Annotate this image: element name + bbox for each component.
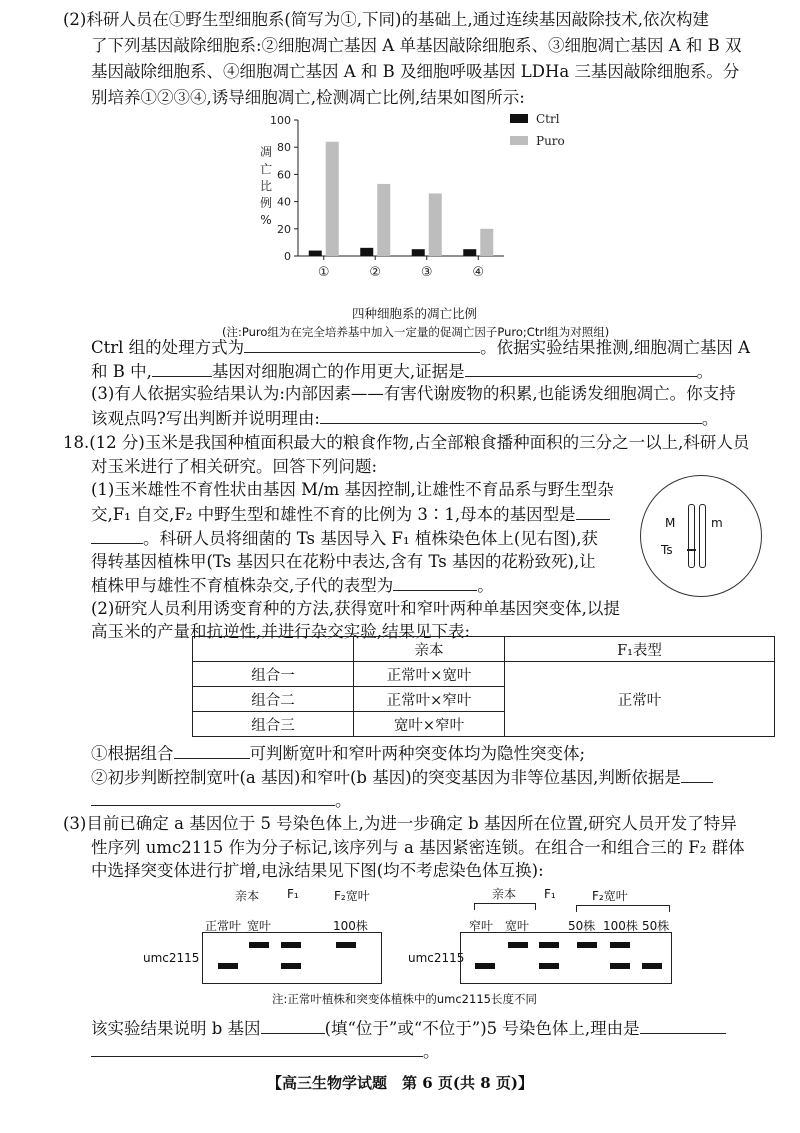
y-axis-label-char: 亡 <box>259 162 273 176</box>
gel-note: 注:正常叶植株和突变体植株中的umc2115长度不同 <box>272 992 537 1006</box>
answer-blank[interactable] <box>152 361 212 377</box>
chart-title: 四种细胞系的凋亡比例 <box>352 306 478 321</box>
gel-right-parent-label: 亲本 <box>492 887 517 901</box>
gel-right-lane1: 窄叶 <box>469 919 494 933</box>
gel-left-box <box>202 932 382 984</box>
bar-puro <box>326 142 339 256</box>
gel-left-parent-label: 亲本 <box>235 889 260 903</box>
q17-p3-end: 。 <box>701 409 719 428</box>
q17-gene-line <box>91 361 713 382</box>
y-axis-label-char: 例 <box>259 196 273 210</box>
q18-p3-line2: 性序列 umc2115 作为分子标记,该序列与 a 基因紧密连锁。在组合一和组合三的 F₂ 群体 <box>91 838 745 857</box>
y-tick-label: 0 <box>284 250 291 263</box>
y-tick-label: 20 <box>277 222 291 236</box>
answer-blank[interactable] <box>320 408 702 424</box>
gel-left-f1-label: F₁ <box>287 887 299 901</box>
q18-p1-text-2: 。科研人员将细菌的 Ts 基因导入 F₁ 植株染色体上(见右图),获 <box>143 529 598 548</box>
table-row <box>193 662 775 687</box>
q18-p1-line4: 得转基因植株甲(Ts 基因只在花粉中表达,含有 Ts 基因的花粉致死),让 <box>91 552 596 571</box>
q17-p2-line3: 基因敲除细胞系、④细胞凋亡基因 A 和 B 及细胞呼吸基因 LDHa 三基因敲除细胞系。分 <box>91 62 740 81</box>
q18-p1-text: 交,F₁ 自交,F₂ 中野生型和雄性不育的比例为 3∶1,母本的基因型是 <box>91 505 576 524</box>
q17-gene-end: 。 <box>696 362 714 381</box>
answer-blank[interactable] <box>174 743 250 759</box>
table-header-row <box>193 637 775 662</box>
bar-ctrl <box>360 248 373 256</box>
q18-p1-line2 <box>91 504 610 525</box>
cross-table <box>192 636 775 737</box>
q18-p2-q2 <box>91 767 713 788</box>
band <box>281 963 301 969</box>
q18-p2-line1: (2)研究人员利用诱变育种的方法,获得宽叶和窄叶两种单基因突变体,以提 <box>91 599 620 618</box>
band <box>281 942 301 948</box>
q18-intro-line1: 18.(12 分)玉米是我国种植面积最大的粮食作物,占全部粮食播种面积的三分之一以上,科研人员 <box>63 433 750 452</box>
q18-p3-question-cont <box>91 1041 440 1062</box>
band <box>642 963 662 969</box>
q18-p2-q1 <box>91 743 585 764</box>
legend-swatch-puro <box>510 136 528 145</box>
gene-ts-mark <box>687 549 696 551</box>
q18-p1-end: 。 <box>477 576 494 595</box>
answer-blank[interactable] <box>640 1018 726 1034</box>
gel-left-lane1: 正常叶 <box>205 919 242 933</box>
chromosome-right <box>699 504 706 568</box>
gel-right-parent-bracket <box>474 903 536 910</box>
apoptosis-bar-chart <box>240 108 600 308</box>
q17-p3-line2 <box>91 408 718 429</box>
q17-ctrl-text-2: 。依据实验结果推测,细胞凋亡基因 A <box>480 338 751 357</box>
table-header: 亲本 <box>354 637 505 662</box>
legend-swatch-ctrl <box>510 114 528 123</box>
table-cell: 宽叶×窄叶 <box>354 712 505 737</box>
y-tick-label: 100 <box>270 114 291 127</box>
y-tick-label: 40 <box>277 195 291 209</box>
table-cell: 组合二 <box>193 687 354 712</box>
table-cell-f1: 正常叶 <box>505 662 775 737</box>
gel-right-row-label: umc2115 <box>408 951 465 965</box>
q18-p3-line3: 中选择突变体进行扩增,电泳结果见下图(均不考虑染色体互换): <box>91 861 544 880</box>
q17-p3-text: 该观点吗?写出判断并说明理由: <box>91 409 320 428</box>
bar-ctrl <box>463 249 476 256</box>
q18-p3-line1: (3)目前已确定 a 基因位于 5 号染色体上,为进一步确定 b 基因所在位置,研究人员开发了特异 <box>63 814 737 833</box>
table-cell: 组合三 <box>193 712 354 737</box>
band <box>336 942 356 948</box>
bar-ctrl <box>309 251 322 256</box>
q18-p3-question <box>91 1018 726 1039</box>
q18-p1-line5 <box>91 575 494 596</box>
table-cell: 正常叶×窄叶 <box>354 687 505 712</box>
band <box>577 942 597 948</box>
q18-p1-line1: (1)玉米雄性不育性状由基因 M/m 基因控制,让雄性不育品系与野生型杂 <box>91 480 614 499</box>
x-tick-label: ① <box>317 265 330 280</box>
band <box>218 963 238 969</box>
x-tick-label: ④ <box>472 265 485 280</box>
chromosome-figure <box>640 475 762 597</box>
gel-right-box <box>460 932 672 984</box>
gel-right-lane5: 100株 <box>603 919 638 933</box>
band <box>508 942 528 948</box>
answer-blank[interactable] <box>91 790 335 806</box>
band <box>539 963 559 969</box>
q17-p3-line1: (3)有人依据实验结果认为:内部因素——有害代谢废物的积累,也能诱发细胞凋亡。你支持 <box>91 384 736 403</box>
q17-p2-line1: (2)科研人员在①野生型细胞系(简写为①,下同)的基础上,通过连续基因敲除技术,依次构建 <box>63 10 709 29</box>
answer-blank[interactable] <box>465 361 697 377</box>
q18-p3-q-text: 该实验结果说明 b 基因 <box>91 1019 261 1038</box>
bar-puro <box>480 229 493 256</box>
q17-ctrl-text: Ctrl 组的处理方式为 <box>91 338 245 357</box>
gel-left-row-label: umc2115 <box>143 951 200 965</box>
bar-puro <box>377 184 390 256</box>
band <box>475 963 495 969</box>
band <box>610 963 630 969</box>
q18-p1-text-3: 植株甲与雄性不育植株杂交,子代的表型为 <box>91 576 394 595</box>
y-tick-label: 80 <box>277 141 291 155</box>
x-tick-label: ② <box>369 265 382 280</box>
answer-blank[interactable] <box>91 1041 423 1057</box>
q18-p2-q1-text: ①根据组合 <box>91 744 174 763</box>
gel-right-lane6: 50株 <box>642 919 670 933</box>
y-axis-label-char: 凋 <box>259 145 273 159</box>
gel-left-f2-label: F₂宽叶 <box>334 889 370 903</box>
q17-gene-text: 和 B 中, <box>91 362 152 381</box>
q18-p2-q2-cont <box>91 790 352 811</box>
answer-blank[interactable] <box>393 575 477 591</box>
q18-p3-q-end: 。 <box>423 1042 440 1061</box>
band <box>539 942 559 948</box>
q18-intro-line2: 对玉米进行了相关研究。回答下列问题: <box>91 457 378 476</box>
gene-label-ts: Ts <box>661 543 673 557</box>
gel-left-lane2: 宽叶 <box>247 919 272 933</box>
gel-right-f2-label: F₂宽叶 <box>592 889 628 903</box>
table-header: F₁表型 <box>505 637 775 662</box>
chart-note: (注:Puro组为在完全培养基中加入一定量的促凋亡因子Puro;Ctrl组为对照组) <box>222 325 610 339</box>
q18-p2-line2: 高玉米的产量和抗逆性,并进行杂交实验,结果见下表: <box>91 622 471 641</box>
y-axis-label-char: % <box>260 213 272 227</box>
q17-p2-line2: 了下列基因敲除细胞系:②细胞凋亡基因 A 单基因敲除细胞系、③细胞凋亡基因 A 和 B 双 <box>91 36 742 55</box>
legend-label-ctrl: Ctrl <box>536 112 560 126</box>
band <box>610 942 630 948</box>
table-cell: 正常叶×宽叶 <box>354 662 505 687</box>
answer-blank[interactable] <box>244 337 480 353</box>
bar-puro <box>429 193 442 256</box>
gel-right-f1-label: F₁ <box>544 887 556 901</box>
answer-blank[interactable] <box>681 767 713 783</box>
y-tick-label: 60 <box>277 168 291 182</box>
x-tick-label: ③ <box>420 265 433 280</box>
q18-p3-q-text-2: (填“位于”或“不位于”)5 号染色体上,理由是 <box>324 1019 640 1038</box>
page-footer: 【高三生物学试题 第 6 页(共 8 页)】 <box>267 1074 533 1092</box>
answer-blank[interactable] <box>576 504 610 520</box>
answer-blank[interactable] <box>91 528 143 544</box>
q18-p2-q2-text: ②初步判断控制宽叶(a 基因)和窄叶(b 基因)的突变基因为非等位基因,判断依据是 <box>91 768 681 787</box>
gene-label-m-lower: m <box>711 516 723 530</box>
chromosome-left <box>688 504 695 568</box>
q18-p2-q2-end: 。 <box>335 791 352 810</box>
gel-right-f2-bracket <box>576 905 670 912</box>
table-header <box>193 637 354 662</box>
gene-label-m-upper: M <box>665 516 676 530</box>
q17-p2-line4: 别培养①②③④,诱导细胞凋亡,检测凋亡比例,结果如图所示: <box>91 88 525 107</box>
answer-blank[interactable] <box>261 1018 325 1034</box>
gel-left-lane4: 100株 <box>333 919 368 933</box>
band <box>249 942 269 948</box>
q18-p1-line3 <box>91 528 598 549</box>
y-axis-label-char: 比 <box>259 179 273 193</box>
table-cell: 组合一 <box>193 662 354 687</box>
q17-gene-text-2: 基因对细胞凋亡的作用更大,证据是 <box>211 362 465 381</box>
bar-ctrl <box>412 249 425 256</box>
gel-right-lane4: 50株 <box>568 919 596 933</box>
legend-label-puro: Puro <box>536 134 565 148</box>
q17-ctrl-line <box>91 337 750 358</box>
gel-right-lane2: 宽叶 <box>505 919 530 933</box>
q18-p2-q1-text-2: 可判断宽叶和窄叶两种突变体均为隐性突变体; <box>249 744 586 763</box>
